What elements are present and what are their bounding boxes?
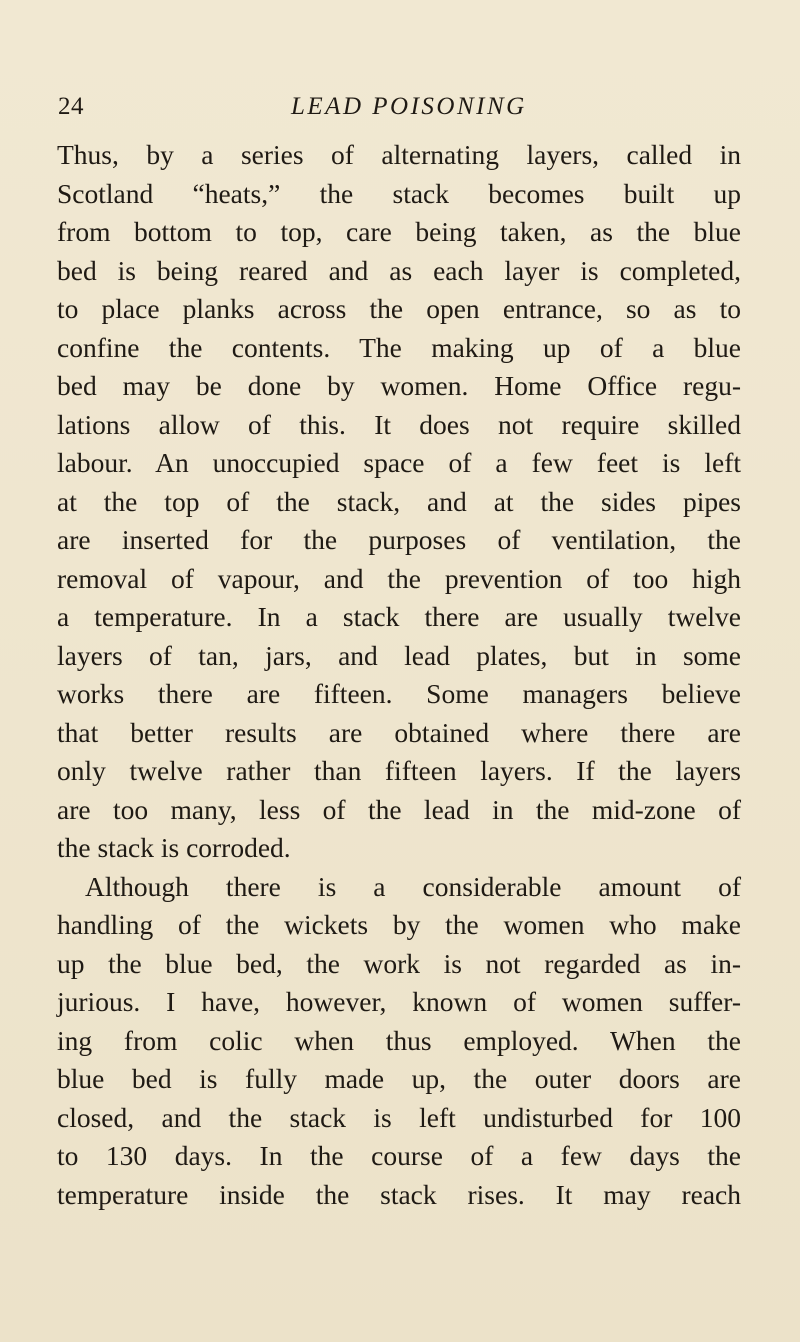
page-header [0, 92, 800, 132]
text-line: that better results are obtained where there are [57, 716, 741, 748]
text-line: ing from colic when thus employed. When the [57, 1024, 741, 1056]
text-line: a temperature. In a stack there are usually twelve [57, 601, 741, 632]
text-line: to place planks across the open entrance, so as to [57, 293, 741, 324]
text-line: up the blue bed, the work is not regarded as in- [57, 947, 741, 979]
text-line: temperature inside the stack rises. It may reach [57, 1178, 741, 1210]
text-line: Scotland “heats,” the stack becomes built up [57, 177, 741, 209]
text-line: closed, and the stack is left undisturbed for 100 [57, 1101, 741, 1133]
paragraph-1 [57, 136, 741, 868]
text-line: confine the contents. The making up of a blue [57, 331, 741, 363]
running-head: LEAD POISONING [291, 93, 527, 120]
page-number: 24 [58, 93, 84, 120]
paragraph-2 [57, 868, 741, 1215]
text-line: Thus, by a series of alternating layers, called in [57, 139, 741, 170]
text-line: Although there is a considerable amount of [85, 870, 741, 902]
text-line: handling of the wickets by the women who make [57, 909, 741, 940]
text-line: jurious. I have, however, known of women suffer- [57, 986, 741, 1017]
text-line: blue bed is fully made up, the outer doors are [57, 1063, 741, 1094]
text-line: lations allow of this. It does not require skilled [57, 408, 741, 440]
text-line: at the top of the stack, and at the sides pipes [57, 485, 741, 517]
text-line: bed is being reared and as each layer is completed, [57, 254, 741, 286]
text-line: the stack is corroded. [57, 832, 291, 863]
text-line: only twelve rather than fifteen layers. If the layers [57, 755, 741, 786]
text-line: works there are fifteen. Some managers believe [57, 678, 741, 709]
text-line: removal of vapour, and the prevention of too high [57, 562, 741, 594]
text-line: to 130 days. In the course of a few days the [57, 1140, 741, 1171]
text-line: layers of tan, jars, and lead plates, but in some [57, 639, 741, 671]
body-text [57, 136, 741, 1214]
text-line: bed may be done by women. Home Office regu- [57, 370, 741, 401]
text-line: are inserted for the purposes of ventilation, the [57, 524, 741, 555]
text-line: labour. An unoccupied space of a few feet is left [57, 447, 741, 478]
text-line: from bottom to top, care being taken, as the blue [57, 216, 741, 247]
text-line: are too many, less of the lead in the mid-zone of [57, 793, 741, 825]
